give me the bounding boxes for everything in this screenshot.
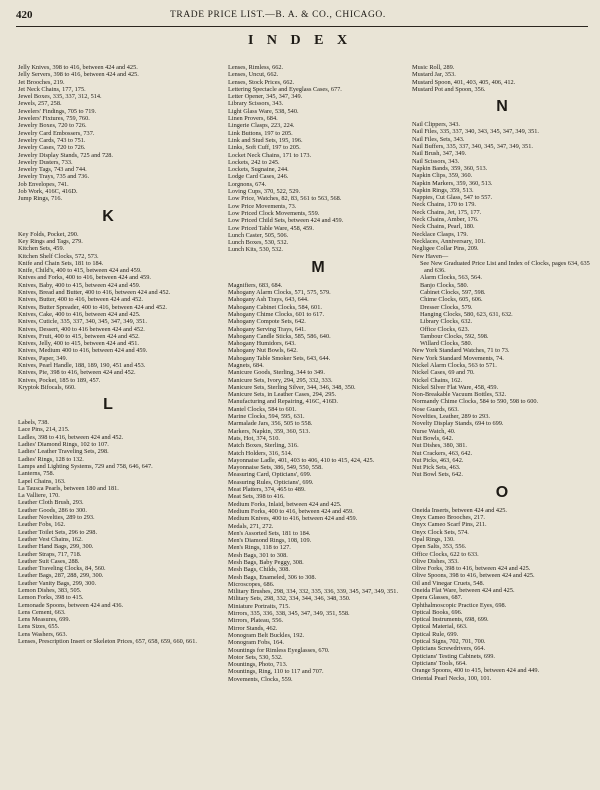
index-entry: Office Clocks, 623. [420, 325, 470, 333]
index-entry: Nickel Alarm Clocks, 563 to 571. [412, 361, 497, 369]
index-entry: Banjo Clocks, 580. [420, 281, 469, 289]
index-entry: Linen Provers, 684. [228, 115, 278, 123]
index-entry: La Tausca Pearls, between 180 and 181. [18, 484, 119, 492]
index-entry: Low Priced Table Ware, 458, 459. [228, 224, 314, 232]
index-entry: Locket Neck Chains, 171 to 173. [228, 151, 312, 159]
index-entry: Mountings, Photo, 713. [228, 661, 288, 669]
index-entry: Leather Bags, 287, 288, 299, 300. [18, 572, 104, 580]
index-entry: Napkin Bands, 359, 360, 513. [412, 164, 488, 172]
index-entry: Knife and Chain Sets, 181 to 184. [18, 259, 104, 267]
index-entry: Olive Forks, 398 to 416, between 424 and 425. [412, 565, 531, 573]
index-entry: Manicure Goods, Sterling, 344 to 349. [228, 369, 325, 377]
index-entry: Novelty Display Stands, 694 to 699. [412, 420, 504, 428]
index-entry: Mayonnaise Ladle, 401, 403 to 406, 410 to 415, 424, 425. [228, 456, 375, 464]
index-entry: Mahogany Cabinet Clocks, 584, 601. [228, 303, 322, 311]
index-entry: Ladies' Leather Traveling Sets, 298. [18, 448, 109, 456]
index-entry: Nail Buffers, 335, 337, 340, 345, 347, 349, 351. [412, 143, 533, 151]
index-entry: Leather Suit Cases, 288. [18, 557, 80, 565]
index-entry: Lettering Spectacle and Eyeglass Cases, 677. [228, 85, 342, 93]
index-entry: Manicure Sets, Ivory, 294, 295, 332, 333. [228, 376, 333, 384]
index-entry: Opticians' Tools, 664. [412, 659, 467, 667]
index-entry: Jewelry Tags, 743 and 744. [18, 166, 87, 174]
index-entry: Jewelry Display Stands, 725 and 728. [18, 151, 113, 159]
index-entry: Lunch Kits, 530, 532. [228, 246, 283, 254]
index-entry: Nut Dishes, 380, 381. [412, 442, 467, 450]
index-entry: Mats, Hot, 374, 510. [228, 434, 280, 442]
index-entry: Knives, Butter, 400 to 416, between 424 and 452. [18, 296, 143, 304]
index-entry: Military Brushes, 298, 334, 332, 335, 336, 339, 345, 347, 349, 351. [228, 588, 399, 596]
index-entry: Optical Signs, 702, 701, 700. [412, 638, 486, 646]
index-entry: Jewelry Card Embossers, 737. [18, 129, 95, 137]
index-entry: Knife, Child's, 400 to 415, between 424 and 459. [18, 267, 142, 275]
index-entry: Mustard Spoon, 401, 403, 405, 406, 412. [412, 78, 516, 86]
index-entry: Nail Brush, 347, 349. [412, 150, 467, 158]
index-entry: Chime Clocks, 605, 606. [420, 296, 483, 304]
index-column-2 [228, 64, 408, 683]
index-entry: Mahogany Serving Trays, 641. [228, 325, 306, 333]
index-entry: Neck Chains, Jet, 175, 177. [412, 208, 482, 216]
index-entry: Knives, Dessert, 400 to 416 between 424 and 452. [18, 325, 145, 333]
index-entry: Opera Glasses, 687. [412, 594, 463, 602]
index-section [412, 121, 592, 479]
index-entry: Non-Breakable Vacuum Bottles, 532. [412, 391, 507, 399]
index-entry: Knives, Pocket, 185 to 189, 457. [18, 376, 101, 384]
index-entry: Necklace Clasps, 179. [412, 230, 468, 238]
index-entry: Mountings, Ring, 110 to 117 and 707. [228, 668, 324, 676]
index-entry: Link and Stud Sets, 195, 196. [228, 136, 303, 144]
index-entry: Library Clocks, 632. [420, 318, 473, 326]
index-entry: Opticians' Testing Cabinets, 699. [412, 652, 495, 660]
section-letter: K [102, 207, 114, 225]
index-entry: Nose Guards, 663. [412, 405, 459, 413]
index-entry: Napkin Markers, 359, 360, 513. [412, 179, 493, 187]
index-entry: Lemonade Spoons, between 424 and 436. [18, 601, 124, 609]
index-entry: Nail Files, Sets, 343. [412, 135, 465, 143]
index-entry: Onyx Cameo Brooches, 217. [412, 514, 485, 522]
index-entry: New York Standard Watches, 71 to 73. [412, 347, 510, 355]
index-entry: Leather Traveling Clocks, 84, 560. [18, 565, 106, 573]
index-entry: Nut Crackers, 463, 642. [412, 449, 473, 457]
index-entry: Lodge Card Cases, 246. [228, 173, 289, 181]
index-entry: Low Price Movements, 73. [228, 202, 297, 210]
index-entry: Nickel Silver Flat Ware, 458, 459. [412, 383, 499, 391]
index-entry: Lenses, Uncut, 662. [228, 71, 279, 79]
index-entry: Leather Vanity Bags, 299, 300. [18, 579, 97, 587]
index-entry: Nail Files, 335, 337, 340, 343, 345, 347, 349, 351. [412, 128, 539, 136]
index-entry: Negligee Collar Pins, 209. [412, 245, 479, 253]
index-entry: Medium Knives, 400 to 416, between 424 and 459. [228, 515, 358, 523]
index-entry: Nickel Cases, 69 and 70. [412, 369, 475, 377]
index-entry: Onyx Cameo Scarf Pins, 211. [412, 521, 487, 529]
index-entry: Knives, Medium 400 to 416, between 424 and 459. [18, 347, 148, 355]
index-entry: Measuring Rules, Opticians', 699. [228, 478, 314, 486]
index-entry: Lens Measures, 699. [18, 616, 71, 624]
index-entry: Mahogany Alarm Clocks, 571, 575, 579. [228, 289, 331, 297]
index-entry: Key Rings and Tags, 279. [18, 237, 83, 245]
index-entry: Mirror Stands, 462. [228, 624, 278, 632]
index-entry: Nut Bowls, 642. [412, 434, 454, 442]
index-entry: Men's Diamond Rings, 108, 109. [228, 537, 312, 545]
index-entry: Jewelry Cases, 720 to 726. [18, 144, 86, 152]
index-entry: Mahogany Compote Sets, 642. [228, 318, 306, 326]
index-entry: Knives, Bread and Butter, 400 to 416, between 424 and 452. [18, 289, 171, 297]
index-entry: Lemon Forks, 398 to 415. [18, 594, 84, 602]
index-entry: Jewelry Trays, 735 and 736. [18, 173, 90, 181]
page-number: 420 [16, 9, 33, 21]
index-entry: Lapel Chains, 163. [18, 477, 66, 485]
index-section [412, 507, 592, 682]
index-entry: Microscopes, 686. [228, 580, 275, 588]
index-entry: Mahogany Chime Clocks, 601 to 617. [228, 310, 325, 318]
index-entry: Jewelry Boxes, 720 to 726. [18, 122, 87, 130]
section-letter: M [311, 258, 325, 276]
index-entry: Mahogany Ash Trays, 643, 644. [228, 296, 309, 304]
index-entry: Meat Platters, 374, 465 to 489. [228, 486, 306, 494]
index-entry: Nut Picks, 463, 642. [412, 456, 464, 464]
index-entry: Manicure Sets, Sterling Silver, 344, 346, 348, 350. [228, 383, 356, 391]
index-entry: Lens Sizes, 655. [18, 623, 60, 631]
index-entry: Job Work, 416C, 416D. [18, 188, 78, 196]
index-entry: New York Standard Movements, 74. [412, 354, 504, 362]
index-entry: Leather Vest Chains, 162. [18, 535, 83, 543]
index-entry: Napkin Clips, 359, 360. [412, 172, 473, 180]
index-entry: Neck Chains, Amber, 176. [412, 216, 479, 224]
index-entry: Knives, Fruit, 400 to 415, between 424 and 452. [18, 332, 140, 340]
index-entry: Kitchen Sets, 459. [18, 245, 65, 253]
index-entry: Lemon Dishes, 383, 505. [18, 587, 82, 594]
index-section [228, 64, 408, 254]
index-section [412, 64, 592, 93]
index-entry: Tambour Clocks, 592, 598. [420, 332, 489, 340]
index-entry: Cabinet Clocks, 597, 598. [420, 289, 486, 297]
index-entry: Job Envelopes, 741. [18, 180, 69, 188]
index-entry: Oriental Pearl Necks, 100, 101. [412, 674, 492, 682]
index-entry: Knives, Butter Spreader, 400 to 416, between 424 and 452. [18, 303, 167, 311]
index-entry: Mahogany Table Smoker Sets, 643, 644. [228, 354, 331, 362]
index-entry: Mahogany Humidors, 643. [228, 340, 296, 348]
index-entry: Leather Novelties, 289 to 293. [18, 514, 95, 522]
index-entry: Office Clocks, 622 to 633. [412, 550, 479, 558]
index-entry: Mayonnaise Sets, 386, 549, 550, 558. [228, 464, 323, 472]
index-entry: See New Graduated Price List and Index of Clocks, pages 634, 635 and 636. [420, 259, 590, 275]
index-entry: Mustard Pot and Spoon, 356. [412, 85, 486, 93]
index-entry: Kryptok Bifocals, 660. [18, 383, 76, 391]
index-entry: Normandy Chime Clocks, 584 to 590, 598 to 600. [412, 398, 539, 406]
index-entry: Hanging Clocks, 580, 623, 631, 632. [420, 310, 513, 318]
index-entry: Marmalade Jars, 356, 505 to 558. [228, 420, 313, 428]
index-entry: Opal Rings, 130. [412, 535, 455, 543]
index-entry: Medals, 271, 272. [228, 522, 274, 530]
index-entry: Olive Spoons, 398 to 416, between 424 and 425. [412, 572, 535, 580]
index-entry: Lanterns, 758. [18, 470, 55, 478]
index-entry: Nurse Watch, 40. [412, 427, 456, 435]
index-entry: Monogram Fobs, 164. [228, 639, 284, 647]
running-head: TRADE PRICE LIST.—B. A. & CO., CHICAGO. [170, 10, 386, 20]
index-entry: Leather Toilet Sets, 296 to 298. [18, 528, 98, 536]
index-entry: Neck Chains, Pearl, 180. [412, 223, 475, 231]
index-entry: Mustard Jar, 353. [412, 71, 456, 79]
index-entry: Nut Pick Sets, 463. [412, 464, 461, 472]
index-entry: Match Boxes, Sterling, 316. [228, 442, 299, 450]
index-entry: Mesh Bags, Enameled, 306 to 308. [228, 573, 317, 581]
index-section [228, 282, 408, 683]
index-entry: Marine Clocks, 594, 595, 631. [228, 413, 305, 421]
index-entry: Men's Assorted Sets, 181 to 184. [228, 529, 311, 537]
index-entry: Optical Material, 663. [412, 623, 468, 631]
index-entry: Oneida Flat Ware, between 424 and 425. [412, 587, 515, 594]
index-entry: Manicure Sets, in Leather Cases, 294, 295. [228, 391, 337, 399]
index-entry: Willard Clocks, 580. [420, 340, 473, 348]
index-entry: Opticians Screwdrivers, 664. [412, 645, 486, 653]
index-entry: Medium Forks, 400 to 416, between 424 and 459. [228, 507, 354, 515]
index-entry: Mantel Clocks, 584 to 601. [228, 405, 297, 413]
index-entry: Lingerie Clasps, 223, 224. [228, 122, 295, 130]
index-entry: Motor Sets, 530, 532. [228, 653, 283, 661]
index-entry: Optical Instruments, 698, 699. [412, 616, 489, 624]
index-entry: Ophthalmoscopic Practice Eyes, 698. [412, 601, 507, 609]
index-entry: Neck Chains, 170 to 179. [412, 201, 477, 209]
index-entry: Nail Scissors, 343. [412, 157, 460, 165]
index-entry: Library Scissors, 343. [228, 100, 284, 108]
index-entry: Nut Bowl Sets, 642. [412, 471, 463, 479]
index-entry: Medium Forks, Inlaid, between 424 and 425. [228, 500, 342, 508]
index-entry: Men's Rings, 118 to 127. [228, 544, 291, 552]
index-entry: Light Glass Ware, 538, 540. [228, 107, 299, 115]
index-entry: Ladles, 398 to 416, between 424 and 452. [18, 433, 124, 441]
index-entry: Lunch Caster, 505, 506. [228, 231, 289, 239]
index-entry: Low Priced Clock Movements, 559. [228, 209, 320, 217]
index-entry: Jet Neck Chains, 177, 175. [18, 85, 86, 93]
index-entry: Lace Pins, 214, 215. [18, 426, 70, 434]
index-entry: Optical Books, 696. [412, 608, 463, 616]
index-entry: Markers, Napkin, 359, 360, 513. [228, 427, 311, 435]
index-entry: Jelly Knives, 398 to 416, between 424 and 425. [18, 64, 138, 71]
index-column-3 [412, 64, 592, 682]
index-entry: Miniature Portraits, 715. [228, 602, 290, 610]
index-entry: Knives, Pie, 398 to 416, between 424 and 452. [18, 369, 136, 377]
index-entry: Leather Goods, 286 to 300. [18, 506, 87, 514]
index-entry: Nappies, Cut Glass, 547 to 557. [412, 194, 493, 202]
index-entry: Mesh Bags, Baby Peggy, 308. [228, 559, 304, 566]
index-entry: Military Sets, 298, 332, 334, 344, 346, 348, 350. [228, 595, 351, 603]
index-entry: Monogram Belt Buckles, 192. [228, 631, 305, 639]
section-letter: O [495, 483, 509, 501]
index-entry: Mirrors, 335, 336, 338, 345, 347, 349, 351, 558. [228, 610, 350, 618]
index-entry: Letter Opener, 345, 347, 349. [228, 93, 303, 101]
index-entry: Knives, Jelly, 400 to 415, between 424 and 451. [18, 340, 139, 348]
index-entry: Leather Cloth Brush, 293. [18, 499, 84, 507]
index-section [18, 419, 198, 645]
index-entry: Ladies' Diamond Rings, 102 to 107. [18, 441, 109, 449]
index-entry: Mahogany Nut Bowls, 642. [228, 347, 298, 355]
index-entry: Lockets, Sugnaine, 244. [228, 166, 289, 174]
index-entry: Alarm Clocks, 563, 564. [420, 274, 482, 282]
index-entry: Mountings for Rimless Eyeglasses, 670. [228, 646, 330, 654]
index-entry: Mesh Bags, 301 to 308. [228, 551, 288, 559]
index-entry: Magnifiers, 683, 684. [228, 281, 283, 289]
index-entry: Link Buttons, 197 to 205. [228, 129, 293, 137]
index-entry: Knives, Cake, 400 to 416, between 424 and 425. [18, 310, 141, 318]
index-entry: Lamps and Lighting Systems, 729 and 758, 646, 647. [18, 462, 153, 470]
index-entry: Oneida Inserts, between 424 and 425. [412, 506, 507, 514]
index-entry: Lens Washers, 663. [18, 630, 68, 638]
index-entry: Napkin Rings, 359, 513. [412, 186, 474, 194]
index-entry: Lens Cement, 663. [18, 608, 66, 616]
index-entry: Knives, Paper, 349. [18, 354, 68, 362]
index-entry: Jewelers' Findings, 705 to 719. [18, 107, 97, 115]
index-entry: Nickel Chains, 162. [412, 376, 463, 384]
index-entry: Nail Clippers, 343. [412, 121, 460, 129]
index-entry: Oil and Vinegar Cruets, 548. [412, 579, 485, 587]
index-entry: Magnets, 684. [228, 361, 264, 369]
index-entry: Meat Sets, 398 to 416. [228, 493, 285, 501]
index-section [18, 231, 198, 392]
index-entry: Lenses, Prescription Insert or Skeleton Prices, 657, 658, 659, 660, 661. [18, 638, 197, 646]
section-letter: N [496, 98, 508, 116]
index-entry: Knives, Cuticle, 335, 337, 340, 345, 347, 349, 351. [18, 318, 147, 326]
index-entry: Lockets, 242 to 245. [228, 158, 280, 166]
index-entry: Open Salts, 353, 556. [412, 543, 467, 551]
index-entry: Key Folds, Pocket, 290. [18, 230, 79, 238]
index-entry: Lenses, Stock Prices, 662. [228, 78, 295, 86]
index-entry: Leather Straps, 717, 718. [18, 550, 82, 558]
index-entry: Kitchen Shelf Clocks, 572, 573. [18, 252, 99, 260]
index-entry: Jet Brooches, 219. [18, 78, 65, 86]
index-entry: Mesh Bags, Childs, 308. [228, 566, 290, 574]
index-entry: Jewels, 257, 258. [18, 100, 62, 108]
index-entry: Mahogany Candle Sticks, 585, 586, 640. [228, 332, 331, 340]
index-entry: Jewel Boxes, 335, 337, 312, 514. [18, 93, 102, 101]
index-entry: Loving Cups, 370, 522, 529. [228, 188, 301, 196]
index-entry: Ladies' Rings, 128 to 132. [18, 455, 84, 463]
index-entry: Knives and Forks, 400 to 416, between 424 and 459. [18, 274, 151, 282]
index-entry: Low Priced Child Sets, between 424 and 459. [228, 217, 344, 225]
index-entry: Leather Hand Bags, 299, 300. [18, 543, 94, 551]
index-entry: Optical Rule, 699. [412, 630, 459, 638]
index-entry: Measuring Card, Opticians', 699. [228, 471, 312, 479]
index-entry: Necklaces, Anniversary, 101. [412, 237, 486, 245]
index-entry: Mirrors, Plateau, 556. [228, 617, 284, 625]
index-entry: Jewelry Cards, 743 to 751. [18, 136, 86, 144]
index-entry: Orange Spoons, 400 to 415, between 424 and 449. [412, 667, 540, 675]
index-entry: Jewelry Dusters, 733. [18, 158, 73, 166]
index-entry: Knives, Pearl Handle, 188, 189, 190, 451 and 453. [18, 361, 146, 369]
index-entry: Match Holders, 316, 514. [228, 449, 293, 457]
index-entry: New Haven— [412, 252, 449, 260]
index-entry: Jelly Servers, 398 to 416, between 424 and 425. [18, 71, 139, 79]
index-entry: Dresser Clocks, 579. [420, 303, 473, 311]
index-entry: Labels, 738. [18, 419, 49, 427]
index-entry: Manufacturing and Repairing, 416C, 416D. [228, 398, 338, 406]
index-entry: Low Price, Watches, 82, 83, 561 to 563, 568. [228, 195, 342, 203]
index-entry: Music Roll, 289. [412, 64, 455, 71]
index-entry: Movements, Clocks, 559. [228, 675, 293, 683]
index-entry: Jump Rings, 716. [18, 195, 63, 203]
index-entry: Leather Fobs, 162. [18, 521, 66, 529]
index-entry: Novelties, Leather, 289 to 293. [412, 413, 490, 421]
index-entry: La Valliere, 170. [18, 492, 60, 500]
index-entry: Olive Dishes, 353. [412, 557, 459, 565]
index-column-1 [18, 64, 198, 645]
index-entry: Lunch Boxes, 530, 532. [228, 239, 289, 247]
index-title: I N D E X [247, 33, 353, 48]
section-letter: L [103, 396, 113, 414]
index-section [18, 64, 198, 203]
index-entry: Lorgnons, 674. [228, 180, 267, 188]
header-rule [16, 26, 588, 27]
index-entry: Onyx Clock Sets, 574. [412, 528, 469, 536]
index-entry: Lenses, Rimless, 662. [228, 64, 284, 71]
index-entry: Knives, Baby, 400 to 415, between 424 and 459. [18, 281, 141, 289]
index-entry: Jewelers' Fixtures, 759, 760. [18, 115, 90, 123]
index-entry: Links, Soft Cuff, 197 to 205. [228, 144, 301, 152]
